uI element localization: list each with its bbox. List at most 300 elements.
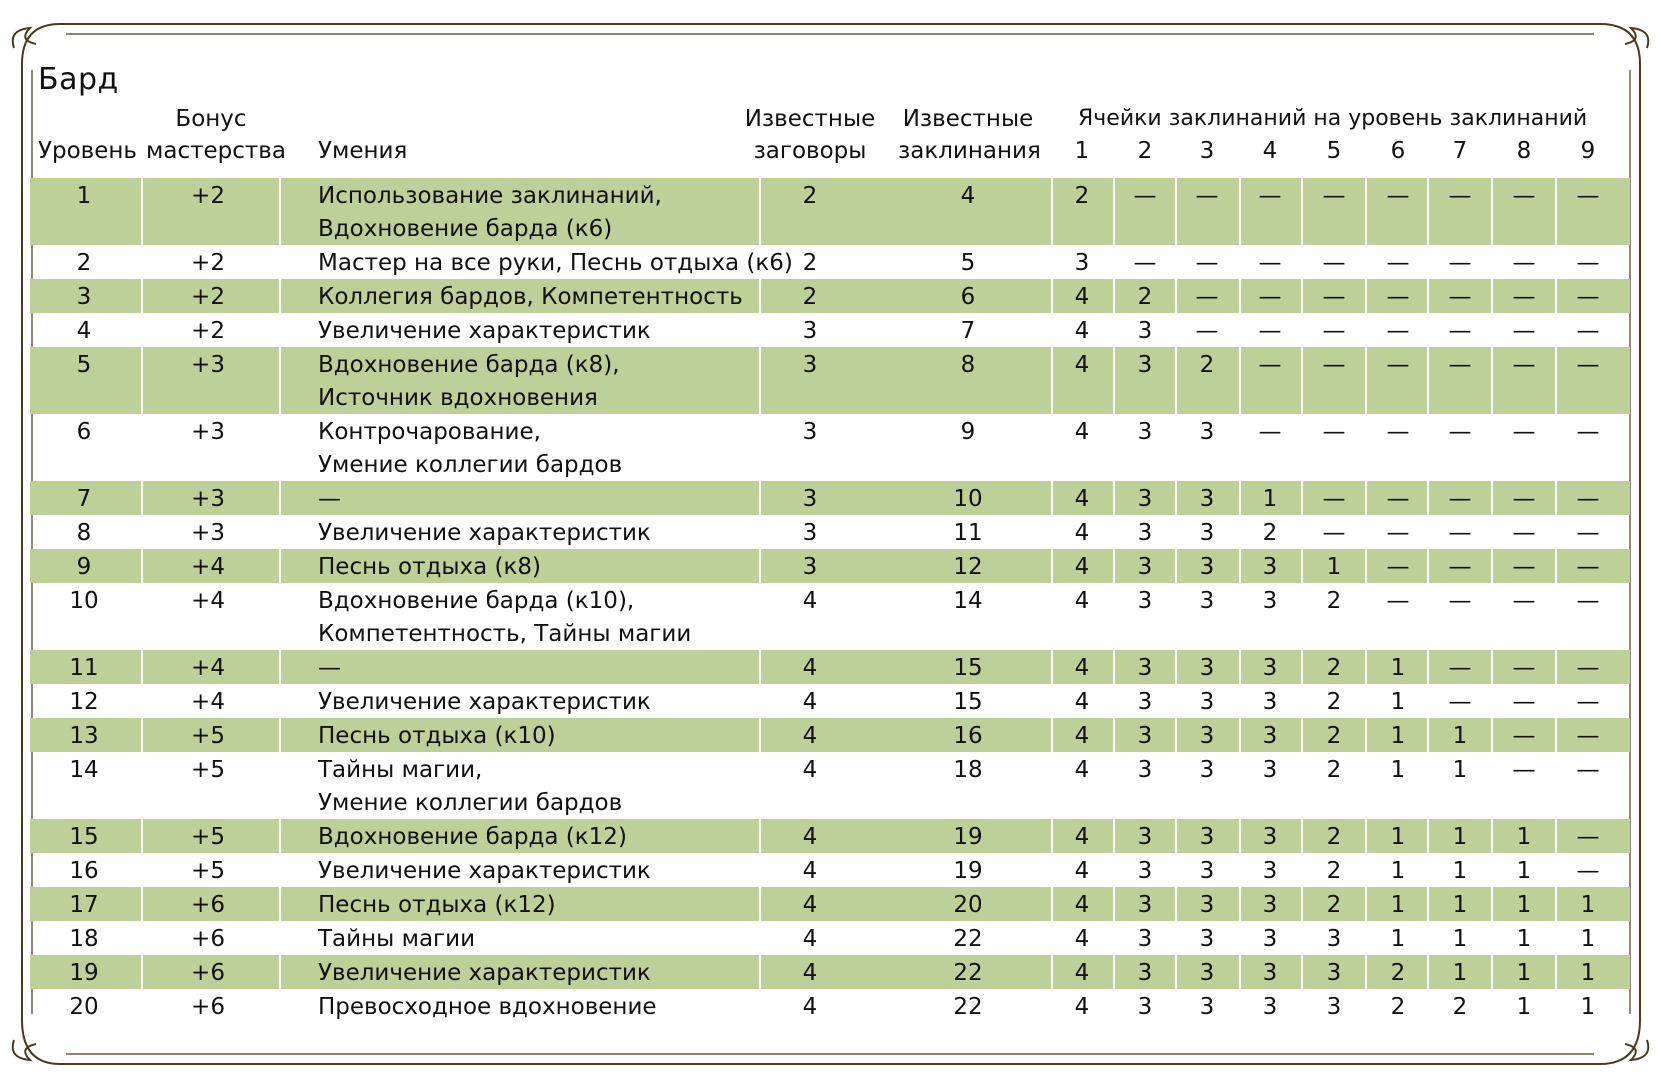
- header-slots-group: Ячейки заклинаний на уровень заклинаний: [1078, 106, 1588, 131]
- column-separator: [141, 279, 143, 313]
- header-slot-level-5: 5: [1326, 138, 1342, 164]
- cell-slot-1: 4: [1074, 588, 1090, 614]
- table-row: [30, 347, 1630, 414]
- column-separator: [1051, 178, 1053, 245]
- cell-spells: 14: [953, 588, 983, 614]
- cell-cantrips: 3: [802, 318, 818, 344]
- cell-slot-9: 1: [1580, 994, 1596, 1020]
- header-cantrips-line1: Известные: [744, 106, 876, 132]
- cell-slot-8: 1: [1516, 994, 1532, 1020]
- cell-cantrips: 4: [802, 757, 818, 783]
- column-separator: [1301, 347, 1303, 414]
- cell-slot-4: 3: [1262, 655, 1278, 681]
- column-separator: [1239, 347, 1241, 414]
- cell-slot-7: 1: [1452, 892, 1468, 918]
- cell-slot-2: 3: [1137, 520, 1153, 546]
- column-separator: [1051, 955, 1053, 989]
- cell-slot-7: —: [1448, 689, 1472, 715]
- cell-slot-6: 1: [1390, 858, 1406, 884]
- column-separator: [141, 887, 143, 921]
- cell-level: 4: [76, 318, 92, 344]
- column-separator: [1301, 887, 1303, 921]
- table-row: [30, 650, 1630, 684]
- cell-cantrips: 3: [802, 352, 818, 378]
- cell-slot-8: —: [1512, 588, 1536, 614]
- cell-spells: 9: [960, 419, 976, 445]
- cell-slot-2: 3: [1137, 926, 1153, 952]
- cell-slot-9: —: [1576, 352, 1600, 378]
- cell-level: 3: [76, 284, 92, 310]
- cell-spells: 22: [953, 960, 983, 986]
- cell-bonus: +5: [191, 824, 225, 850]
- cell-spells: 7: [960, 318, 976, 344]
- cell-slot-5: 2: [1326, 655, 1342, 681]
- cell-cantrips: 4: [802, 689, 818, 715]
- cell-cantrips: 4: [802, 588, 818, 614]
- table-row: [30, 549, 1630, 583]
- cell-slot-3: 3: [1199, 757, 1215, 783]
- cell-slot-3: —: [1195, 284, 1219, 310]
- column-separator: [1427, 549, 1429, 583]
- cell-slot-6: —: [1386, 352, 1410, 378]
- cell-slot-4: 3: [1262, 723, 1278, 749]
- cell-slot-5: —: [1322, 284, 1346, 310]
- cell-slot-7: —: [1448, 318, 1472, 344]
- cell-slot-9: —: [1576, 486, 1600, 512]
- cell-slot-1: 4: [1074, 284, 1090, 310]
- table-row: [30, 853, 1630, 887]
- cell-slot-2: 3: [1137, 858, 1153, 884]
- cell-slot-9: 1: [1580, 926, 1596, 952]
- cell-slot-3: 3: [1199, 520, 1215, 546]
- column-separator: [1051, 718, 1053, 752]
- column-separator: [1239, 279, 1241, 313]
- column-separator: [1365, 279, 1367, 313]
- cell-slot-3: 3: [1199, 994, 1215, 1020]
- cell-slot-3: 3: [1199, 419, 1215, 445]
- column-separator: [141, 650, 143, 684]
- column-separator: [1175, 650, 1177, 684]
- column-separator: [1491, 347, 1493, 414]
- cell-bonus: +3: [191, 520, 225, 546]
- cell-slot-8: —: [1512, 486, 1536, 512]
- cell-feature-line: Увеличение характеристик: [318, 689, 651, 715]
- cell-slot-6: 1: [1390, 757, 1406, 783]
- cell-slot-7: —: [1448, 520, 1472, 546]
- cell-slot-6: 1: [1390, 926, 1406, 952]
- cell-slot-5: —: [1322, 183, 1346, 209]
- cell-spells: 6: [960, 284, 976, 310]
- cell-slot-8: 1: [1516, 892, 1532, 918]
- header-level: Уровень: [38, 138, 137, 164]
- cell-slot-5: 1: [1326, 554, 1342, 580]
- table-row: [30, 989, 1630, 1023]
- cell-slot-1: 4: [1074, 994, 1090, 1020]
- cell-slot-3: 3: [1199, 960, 1215, 986]
- cell-slot-4: 3: [1262, 858, 1278, 884]
- table-row: [30, 752, 1630, 819]
- header-slot-level-4: 4: [1262, 138, 1278, 164]
- column-separator: [1301, 178, 1303, 245]
- cell-bonus: +6: [191, 960, 225, 986]
- table-row: [30, 583, 1630, 650]
- column-separator: [1427, 819, 1429, 853]
- cell-slot-2: 3: [1137, 723, 1153, 749]
- cell-slot-8: —: [1512, 689, 1536, 715]
- cell-slot-1: 4: [1074, 824, 1090, 850]
- cell-slot-6: —: [1386, 588, 1410, 614]
- cell-slot-6: 1: [1390, 892, 1406, 918]
- cell-slot-5: 3: [1326, 994, 1342, 1020]
- cell-bonus: +2: [191, 250, 225, 276]
- cell-level: 2: [76, 250, 92, 276]
- cell-spells: 8: [960, 352, 976, 378]
- cell-slot-8: —: [1512, 183, 1536, 209]
- cell-slot-8: 1: [1516, 858, 1532, 884]
- cell-slot-9: —: [1576, 858, 1600, 884]
- column-separator: [1301, 481, 1303, 515]
- column-separator: [759, 955, 761, 989]
- column-separator: [1365, 650, 1367, 684]
- cell-feature-line: Песнь отдыха (к8): [318, 554, 542, 580]
- cell-bonus: +3: [191, 419, 225, 445]
- cell-spells: 19: [953, 824, 983, 850]
- cell-bonus: +4: [191, 655, 225, 681]
- cell-level: 12: [69, 689, 99, 715]
- cell-slot-6: —: [1386, 284, 1410, 310]
- cell-feature-line: Контрочарование,: [318, 419, 541, 445]
- column-separator: [759, 481, 761, 515]
- column-separator: [1555, 887, 1557, 921]
- cell-spells: 22: [953, 926, 983, 952]
- cell-slot-1: 4: [1074, 723, 1090, 749]
- cell-level: 19: [69, 960, 99, 986]
- cell-slot-2: 3: [1137, 757, 1153, 783]
- cell-slot-4: 3: [1262, 689, 1278, 715]
- cell-level: 11: [69, 655, 99, 681]
- header-spells-line1: Известные: [902, 106, 1034, 132]
- cell-bonus: +6: [191, 926, 225, 952]
- cell-slot-5: 3: [1326, 960, 1342, 986]
- header-slot-level-8: 8: [1516, 138, 1532, 164]
- cell-slot-6: 1: [1390, 655, 1406, 681]
- cell-slot-1: 3: [1074, 250, 1090, 276]
- cell-slot-9: —: [1576, 757, 1600, 783]
- cell-spells: 11: [953, 520, 983, 546]
- table-row: [30, 718, 1630, 752]
- cell-slot-3: —: [1195, 318, 1219, 344]
- cell-level: 18: [69, 926, 99, 952]
- column-separator: [1555, 279, 1557, 313]
- cell-feature-line: Мастер на все руки, Песнь отдыха (к6): [318, 250, 793, 276]
- cell-feature-line: Коллегия бардов, Компетентность: [318, 284, 743, 310]
- cell-spells: 15: [953, 689, 983, 715]
- cell-slot-4: 2: [1262, 520, 1278, 546]
- column-separator: [1427, 650, 1429, 684]
- column-separator: [1365, 718, 1367, 752]
- cell-slot-7: 1: [1452, 824, 1468, 850]
- cell-level: 13: [69, 723, 99, 749]
- cell-spells: 16: [953, 723, 983, 749]
- cell-slot-6: 1: [1390, 824, 1406, 850]
- cell-slot-1: 4: [1074, 419, 1090, 445]
- cell-feature-line: Умение коллегии бардов: [318, 452, 623, 478]
- cell-slot-4: —: [1258, 352, 1282, 378]
- cell-slot-6: 1: [1390, 689, 1406, 715]
- column-separator: [1239, 481, 1241, 515]
- cell-slot-8: —: [1512, 250, 1536, 276]
- cell-feature-line: Вдохновение барда (к6): [318, 216, 613, 242]
- cell-bonus: +2: [191, 318, 225, 344]
- cell-slot-4: 3: [1262, 824, 1278, 850]
- cell-cantrips: 4: [802, 858, 818, 884]
- cell-slot-2: —: [1133, 183, 1157, 209]
- column-separator: [1113, 955, 1115, 989]
- column-separator: [1427, 887, 1429, 921]
- cell-slot-5: 2: [1326, 824, 1342, 850]
- column-separator: [1427, 718, 1429, 752]
- cell-slot-9: —: [1576, 419, 1600, 445]
- column-separator: [1555, 718, 1557, 752]
- cell-level: 7: [76, 486, 92, 512]
- cell-slot-8: 1: [1516, 960, 1532, 986]
- cell-slot-8: —: [1512, 757, 1536, 783]
- column-separator: [141, 178, 143, 245]
- cell-spells: 15: [953, 655, 983, 681]
- cell-slot-8: —: [1512, 318, 1536, 344]
- cell-slot-6: 2: [1390, 994, 1406, 1020]
- cell-slot-2: 3: [1137, 960, 1153, 986]
- cell-slot-7: —: [1448, 183, 1472, 209]
- cell-slot-3: 2: [1199, 352, 1215, 378]
- cell-slot-5: —: [1322, 318, 1346, 344]
- cell-slot-8: —: [1512, 284, 1536, 310]
- header-cantrips-line2: заговоры: [753, 138, 867, 164]
- cell-cantrips: 3: [802, 520, 818, 546]
- cell-slot-2: 3: [1137, 318, 1153, 344]
- cell-slot-2: 3: [1137, 486, 1153, 512]
- cell-slot-7: —: [1448, 250, 1472, 276]
- cell-slot-8: 1: [1516, 926, 1532, 952]
- column-separator: [1555, 549, 1557, 583]
- cell-feature-line: Вдохновение барда (к10),: [318, 588, 635, 614]
- cell-spells: 4: [960, 183, 976, 209]
- column-separator: [1175, 718, 1177, 752]
- cell-level: 14: [69, 757, 99, 783]
- cell-feature-line: Использование заклинаний,: [318, 183, 662, 209]
- cell-slot-1: 4: [1074, 858, 1090, 884]
- table-row: [30, 481, 1630, 515]
- cell-slot-8: —: [1512, 723, 1536, 749]
- cell-bonus: +3: [191, 486, 225, 512]
- cell-slot-9: —: [1576, 554, 1600, 580]
- cell-bonus: +6: [191, 892, 225, 918]
- column-separator: [1301, 549, 1303, 583]
- cell-slot-3: 3: [1199, 824, 1215, 850]
- cell-slot-1: 2: [1074, 183, 1090, 209]
- column-separator: [1239, 549, 1241, 583]
- cell-slot-6: —: [1386, 318, 1410, 344]
- cell-spells: 18: [953, 757, 983, 783]
- cell-spells: 12: [953, 554, 983, 580]
- cell-slot-9: —: [1576, 250, 1600, 276]
- cell-slot-1: 4: [1074, 318, 1090, 344]
- cell-slot-7: —: [1448, 352, 1472, 378]
- cell-cantrips: 4: [802, 960, 818, 986]
- column-separator: [1051, 819, 1053, 853]
- cell-slot-7: —: [1448, 655, 1472, 681]
- column-separator: [1051, 650, 1053, 684]
- column-separator: [1555, 955, 1557, 989]
- cell-cantrips: 4: [802, 892, 818, 918]
- header-spells-line2: заклинания: [898, 138, 1041, 164]
- cell-slot-9: —: [1576, 520, 1600, 546]
- column-separator: [1491, 279, 1493, 313]
- column-separator: [279, 279, 281, 313]
- cell-slot-2: 2: [1137, 284, 1153, 310]
- column-separator: [1175, 819, 1177, 853]
- cell-slot-6: —: [1386, 554, 1410, 580]
- cell-slot-2: 3: [1137, 892, 1153, 918]
- cell-slot-6: —: [1386, 183, 1410, 209]
- cell-slot-4: 3: [1262, 994, 1278, 1020]
- cell-level: 20: [69, 994, 99, 1020]
- column-separator: [1239, 718, 1241, 752]
- cell-cantrips: 4: [802, 655, 818, 681]
- column-separator: [279, 718, 281, 752]
- column-separator: [1365, 887, 1367, 921]
- column-separator: [1491, 718, 1493, 752]
- cell-slot-1: 4: [1074, 520, 1090, 546]
- cell-bonus: +4: [191, 588, 225, 614]
- column-separator: [1491, 549, 1493, 583]
- cell-slot-2: 3: [1137, 824, 1153, 850]
- table-row: [30, 279, 1630, 313]
- cell-slot-9: —: [1576, 183, 1600, 209]
- cell-slot-4: 3: [1262, 960, 1278, 986]
- cell-level: 5: [76, 352, 92, 378]
- column-separator: [759, 819, 761, 853]
- bard-table: [30, 178, 1630, 1023]
- cell-slot-3: —: [1195, 183, 1219, 209]
- column-separator: [141, 819, 143, 853]
- cell-slot-6: —: [1386, 520, 1410, 546]
- cell-spells: 10: [953, 486, 983, 512]
- cell-slot-3: 3: [1199, 689, 1215, 715]
- cell-slot-1: 4: [1074, 892, 1090, 918]
- cell-slot-5: 2: [1326, 723, 1342, 749]
- cell-slot-5: 2: [1326, 858, 1342, 884]
- cell-slot-7: 2: [1452, 994, 1468, 1020]
- cell-level: 1: [76, 183, 92, 209]
- column-separator: [1491, 178, 1493, 245]
- column-separator: [141, 347, 143, 414]
- column-separator: [1113, 819, 1115, 853]
- cell-cantrips: 3: [802, 554, 818, 580]
- column-separator: [1365, 347, 1367, 414]
- column-separator: [1051, 347, 1053, 414]
- column-separator: [1301, 819, 1303, 853]
- cell-feature-line: Вдохновение барда (к8),: [318, 352, 620, 378]
- column-separator: [1113, 347, 1115, 414]
- column-separator: [1365, 178, 1367, 245]
- cell-slot-4: —: [1258, 250, 1282, 276]
- cell-slot-8: 1: [1516, 824, 1532, 850]
- cell-slot-9: —: [1576, 284, 1600, 310]
- cell-slot-4: 3: [1262, 757, 1278, 783]
- cell-slot-7: —: [1448, 486, 1472, 512]
- cell-feature-line: Увеличение характеристик: [318, 960, 651, 986]
- cell-slot-3: —: [1195, 250, 1219, 276]
- column-separator: [1491, 481, 1493, 515]
- cell-slot-4: 3: [1262, 926, 1278, 952]
- column-separator: [1239, 178, 1241, 245]
- column-separator: [141, 718, 143, 752]
- cell-slot-5: 2: [1326, 757, 1342, 783]
- cell-level: 9: [76, 554, 92, 580]
- column-separator: [1301, 650, 1303, 684]
- cell-feature-line: Тайны магии: [318, 926, 476, 952]
- column-separator: [1175, 955, 1177, 989]
- cell-slot-4: —: [1258, 419, 1282, 445]
- column-separator: [1239, 819, 1241, 853]
- column-separator: [141, 955, 143, 989]
- cell-slot-1: 4: [1074, 486, 1090, 512]
- column-separator: [141, 481, 143, 515]
- cell-slot-8: —: [1512, 352, 1536, 378]
- cell-slot-2: 3: [1137, 554, 1153, 580]
- page-title: Бард: [38, 62, 119, 97]
- cell-slot-2: 3: [1137, 352, 1153, 378]
- cell-slot-3: 3: [1199, 655, 1215, 681]
- cell-slot-8: —: [1512, 520, 1536, 546]
- cell-slot-4: 3: [1262, 554, 1278, 580]
- cell-slot-3: 3: [1199, 554, 1215, 580]
- cell-slot-4: —: [1258, 318, 1282, 344]
- cell-slot-3: 3: [1199, 588, 1215, 614]
- cell-slot-8: —: [1512, 419, 1536, 445]
- column-separator: [1239, 887, 1241, 921]
- cell-slot-9: —: [1576, 318, 1600, 344]
- column-separator: [279, 819, 281, 853]
- cell-level: 10: [69, 588, 99, 614]
- column-separator: [1113, 887, 1115, 921]
- cell-slot-6: —: [1386, 250, 1410, 276]
- cell-level: 6: [76, 419, 92, 445]
- table-row: [30, 414, 1630, 481]
- cell-slot-7: 1: [1452, 858, 1468, 884]
- cell-bonus: +4: [191, 554, 225, 580]
- column-separator: [1555, 178, 1557, 245]
- header-slot-level-7: 7: [1452, 138, 1468, 164]
- column-separator: [759, 650, 761, 684]
- cell-slot-7: 1: [1452, 757, 1468, 783]
- cell-level: 16: [69, 858, 99, 884]
- cell-spells: 20: [953, 892, 983, 918]
- cell-bonus: +4: [191, 689, 225, 715]
- cell-cantrips: 2: [802, 284, 818, 310]
- cell-slot-7: 1: [1452, 960, 1468, 986]
- cell-cantrips: 2: [802, 183, 818, 209]
- column-separator: [279, 178, 281, 245]
- column-separator: [1051, 549, 1053, 583]
- cell-slot-1: 4: [1074, 655, 1090, 681]
- cell-slot-5: —: [1322, 352, 1346, 378]
- cell-slot-2: —: [1133, 250, 1157, 276]
- cell-slot-5: 2: [1326, 588, 1342, 614]
- cell-slot-9: —: [1576, 723, 1600, 749]
- cell-slot-9: 1: [1580, 960, 1596, 986]
